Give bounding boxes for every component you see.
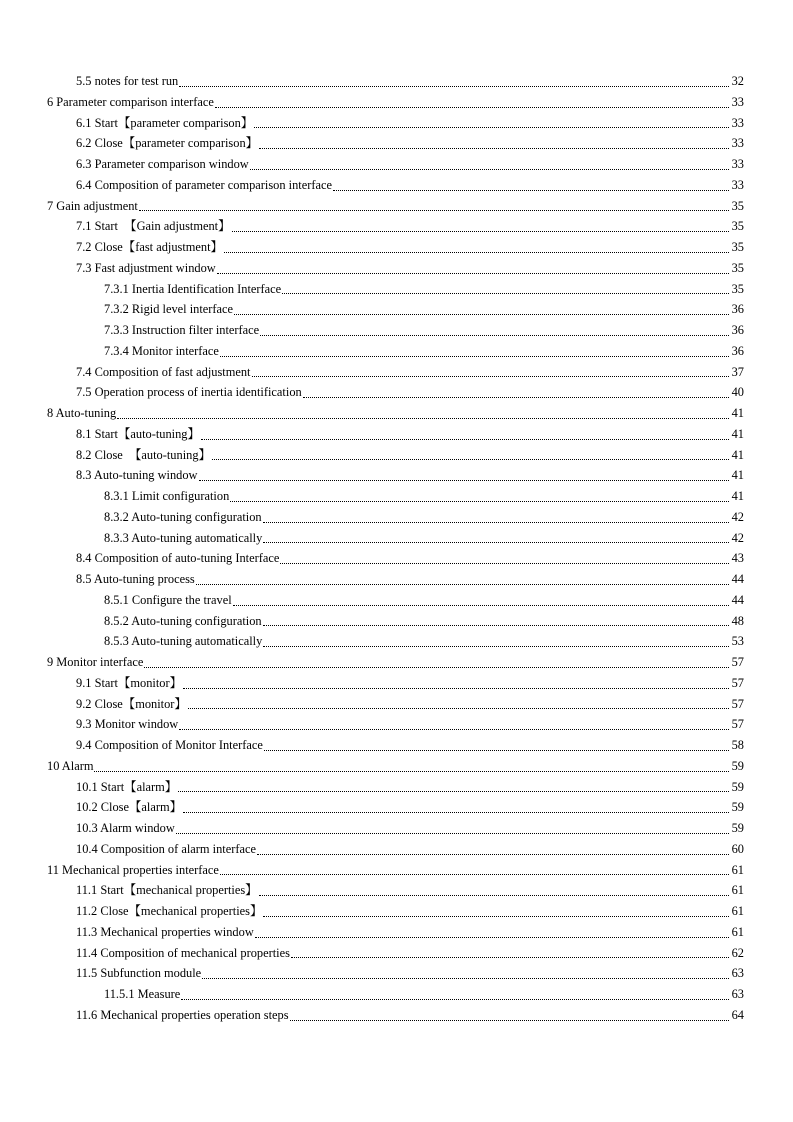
toc-entry[interactable]: [0, 901, 744, 922]
toc-entry-title: 8.5 Auto-tuning process: [76, 572, 195, 586]
toc-entry-page-number: 57: [731, 696, 744, 711]
toc-entry-page-number: 61: [731, 924, 744, 939]
toc-entry-page-number: 61: [731, 862, 744, 877]
toc-entry[interactable]: [0, 590, 744, 611]
toc-entry-page-number: 61: [731, 883, 744, 898]
dot-leader: [233, 605, 729, 606]
dot-leader: [201, 439, 729, 440]
toc-entry-page-number: 33: [731, 115, 744, 130]
toc-entry[interactable]: [0, 984, 744, 1005]
dot-leader: [94, 771, 729, 772]
toc-entry-title: 11 Mechanical properties interface: [47, 862, 219, 877]
toc-entry-page-number: 59: [731, 758, 744, 773]
dot-leader: [263, 625, 729, 626]
toc-entry-page-number: 33: [731, 94, 744, 109]
toc-entry-page-number: 63: [731, 966, 744, 981]
toc-entry-title: 9.1 Start【monitor】: [76, 675, 183, 690]
toc-entry[interactable]: [0, 943, 744, 964]
toc-entry[interactable]: [0, 673, 744, 694]
toc-entry-page-number: 57: [731, 675, 744, 690]
dot-leader: [202, 978, 729, 979]
dot-leader: [224, 252, 729, 253]
toc-entry[interactable]: [0, 860, 744, 881]
toc-entry[interactable]: [0, 465, 744, 486]
toc-entry-page-number: 53: [731, 634, 744, 649]
toc-entry-title: 10 Alarm: [47, 758, 94, 773]
toc-entry-title: 10.3 Alarm window: [76, 821, 175, 835]
toc-entry[interactable]: [0, 1005, 744, 1026]
dot-leader: [255, 937, 729, 938]
toc-entry[interactable]: [0, 320, 744, 341]
toc-entry[interactable]: [0, 569, 744, 590]
toc-entry-page-number: 44: [731, 592, 744, 607]
dot-leader: [264, 750, 729, 751]
toc-entry-title: 11.5 Subfunction module: [76, 966, 202, 981]
toc-entry[interactable]: [0, 611, 744, 632]
toc-entry-page-number: 59: [731, 779, 744, 794]
toc-entry[interactable]: [0, 424, 744, 445]
toc-entry[interactable]: [0, 258, 744, 279]
toc-entry-title: 8.3.1 Limit configuration: [104, 489, 230, 503]
toc-entry[interactable]: [0, 216, 744, 237]
toc-entry[interactable]: [0, 299, 744, 320]
toc-entry[interactable]: [0, 403, 744, 424]
toc-entry-page-number: 41: [731, 426, 744, 441]
toc-entry-title: 8.5.2 Auto-tuning configuration: [104, 613, 262, 628]
toc-entry[interactable]: [0, 797, 744, 818]
toc-entry[interactable]: [0, 445, 744, 466]
toc-entry[interactable]: [0, 237, 744, 258]
dot-leader: [217, 273, 729, 274]
dot-leader: [188, 708, 729, 709]
toc-entry-title: 9.4 Composition of Monitor Interface: [76, 738, 263, 752]
toc-entry-page-number: 63: [731, 987, 744, 1001]
dot-leader: [280, 563, 729, 564]
dot-leader: [259, 895, 729, 896]
toc-entry-title: 8.4 Composition of auto-tuning Interface: [76, 551, 280, 566]
toc-entry[interactable]: [0, 133, 744, 154]
dot-leader: [263, 522, 729, 523]
toc-entry-page-number: 62: [731, 945, 744, 960]
toc-entry-title: 7.4 Composition of fast adjustment: [76, 364, 251, 379]
toc-entry-page-number: 35: [731, 219, 744, 234]
dot-leader: [303, 397, 729, 398]
dot-leader: [144, 667, 729, 668]
toc-entry-title: 5.5 notes for test run: [76, 74, 179, 88]
dot-leader: [250, 169, 729, 170]
toc-entry[interactable]: [0, 631, 744, 652]
toc-entry-title: 10.4 Composition of alarm interface: [76, 841, 256, 856]
dot-leader: [257, 854, 729, 855]
toc-entry-title: 8.1 Start【auto-tuning】: [76, 426, 200, 441]
toc-entry-title: 7.3.1 Inertia Identification Interface: [104, 281, 282, 296]
dot-leader: [291, 957, 729, 958]
toc-entry-title: 8.5.1 Configure the travel: [104, 592, 232, 607]
toc-entry[interactable]: [0, 756, 744, 777]
toc-entry[interactable]: [0, 486, 744, 507]
toc-entry-page-number: 33: [731, 177, 744, 192]
dot-leader: [263, 646, 729, 647]
toc-entry-page-number: 36: [731, 323, 744, 337]
toc-entry[interactable]: [0, 922, 744, 943]
toc-entry-title: 9.3 Monitor window: [76, 717, 179, 732]
toc-entry-page-number: 61: [731, 904, 744, 918]
toc-entry[interactable]: [0, 777, 744, 798]
dot-leader: [263, 916, 729, 917]
dot-leader: [252, 376, 730, 377]
dot-leader: [179, 86, 729, 87]
dot-leader: [263, 542, 729, 543]
toc-entry-page-number: 36: [731, 343, 744, 358]
toc-entry-title: 8.3.3 Auto-tuning automatically: [104, 530, 263, 545]
dot-leader: [232, 231, 729, 232]
toc-entry-title: 11.2 Close【mechanical properties】: [76, 904, 263, 918]
dot-leader: [176, 833, 729, 834]
toc-entry-page-number: 35: [731, 260, 744, 275]
toc-entry-title: 7.3.2 Rigid level interface: [104, 302, 234, 317]
dot-leader: [183, 812, 729, 813]
toc-entry-page-number: 40: [731, 385, 744, 400]
toc-entry-page-number: 33: [731, 136, 744, 151]
toc-entry[interactable]: [0, 175, 744, 196]
dot-leader: [290, 1020, 729, 1021]
toc-entry-page-number: 32: [731, 74, 744, 88]
toc-entry-title: 7.2 Close【fast adjustment】: [76, 240, 223, 254]
toc-entry-page-number: 59: [731, 800, 744, 815]
toc-entry-title: 11.6 Mechanical properties operation steps: [76, 1007, 289, 1022]
toc-entry-title: 8.2 Close 【auto-tuning】: [76, 447, 211, 462]
toc-entry[interactable]: [0, 154, 744, 175]
toc-entry-page-number: 57: [731, 717, 744, 732]
toc-entry[interactable]: [0, 818, 744, 839]
dot-leader: [196, 584, 729, 585]
toc-entry[interactable]: [0, 735, 744, 756]
toc-entry-page-number: 44: [731, 572, 744, 586]
toc-entry-title: 7.5 Operation process of inertia identification: [76, 385, 302, 400]
toc-entry-title: 7.3.3 Instruction filter interface: [104, 323, 260, 337]
toc-entry[interactable]: [0, 963, 744, 984]
toc-entry[interactable]: [0, 714, 744, 735]
toc-entry-title: 7.3 Fast adjustment window: [76, 260, 216, 275]
dot-leader: [117, 418, 729, 419]
toc-entry-title: 8.5.3 Auto-tuning automatically: [104, 634, 263, 649]
toc-entry-page-number: 43: [731, 551, 744, 566]
dot-leader: [212, 459, 729, 460]
dot-leader: [220, 874, 729, 875]
toc-entry-title: 9.2 Close【monitor】: [76, 696, 187, 711]
toc-entry-title: 6.2 Close【parameter comparison】: [76, 136, 259, 151]
toc-entry[interactable]: [0, 652, 744, 673]
toc-entry-page-number: 35: [731, 240, 744, 254]
toc-entry[interactable]: [0, 92, 744, 113]
toc-entry-page-number: 42: [731, 509, 744, 524]
toc-entry-page-number: 64: [731, 1007, 744, 1022]
toc-entry-title: 8 Auto-tuning: [47, 406, 117, 420]
toc-entry[interactable]: [0, 279, 744, 300]
toc-entry[interactable]: [0, 113, 744, 134]
toc-entry[interactable]: [0, 507, 744, 528]
toc-entry-page-number: 36: [731, 302, 744, 317]
toc-entry-title: 8.3.2 Auto-tuning configuration: [104, 509, 262, 524]
toc-entry[interactable]: [0, 382, 744, 403]
dot-leader: [139, 210, 729, 211]
dot-leader: [220, 356, 729, 357]
dot-leader: [254, 127, 729, 128]
toc-entry-page-number: 41: [731, 406, 744, 420]
dot-leader: [215, 107, 729, 108]
toc-entry[interactable]: [0, 196, 744, 217]
toc-entry-title: 9 Monitor interface: [47, 655, 144, 669]
dot-leader: [333, 190, 729, 191]
toc-entry-title: 11.5.1 Measure: [104, 987, 181, 1001]
toc-entry-page-number: 60: [731, 841, 744, 856]
toc-entry-title: 6.1 Start【parameter comparison】: [76, 115, 254, 130]
toc-entry-page-number: 33: [731, 157, 744, 171]
toc-entry[interactable]: [0, 694, 744, 715]
toc-entry-page-number: 41: [731, 468, 744, 483]
toc-entry-title: 6 Parameter comparison interface: [47, 94, 214, 109]
toc-entry[interactable]: [0, 880, 744, 901]
toc-entry-title: 7.3.4 Monitor interface: [104, 343, 219, 358]
toc-entry-title: 8.3 Auto-tuning window: [76, 468, 198, 483]
toc-entry-title: 7.1 Start 【Gain adjustment】: [76, 219, 231, 234]
dot-leader: [183, 688, 729, 689]
toc-entry-page-number: 58: [731, 738, 744, 752]
toc-entry-page-number: 57: [731, 655, 744, 669]
toc-entry-page-number: 37: [731, 364, 744, 379]
dot-leader: [259, 148, 729, 149]
toc-entry[interactable]: [0, 362, 744, 383]
dot-leader: [181, 999, 729, 1000]
toc-entry-page-number: 41: [731, 489, 744, 503]
toc-entry-page-number: 48: [731, 613, 744, 628]
toc-entry-title: 11.4 Composition of mechanical properties: [76, 945, 290, 960]
toc-entry-title: 10.1 Start【alarm】: [76, 779, 178, 794]
toc-entry-page-number: 59: [731, 821, 744, 835]
toc-entry-title: 11.3 Mechanical properties window: [76, 924, 254, 939]
toc-entry[interactable]: [0, 71, 744, 92]
toc-entry-page-number: 35: [731, 281, 744, 296]
toc-entry[interactable]: [0, 839, 744, 860]
toc-entry-title: 6.4 Composition of parameter comparison interface: [76, 177, 332, 192]
toc-entry-title: 7 Gain adjustment: [47, 198, 138, 213]
dot-leader: [260, 335, 729, 336]
toc-entry-title: 10.2 Close【alarm】: [76, 800, 182, 815]
toc-entry[interactable]: [0, 341, 744, 362]
dot-leader: [282, 293, 729, 294]
toc-entry-page-number: 41: [731, 447, 744, 462]
table-of-contents: [0, 71, 793, 1026]
toc-entry-page-number: 42: [731, 530, 744, 545]
dot-leader: [230, 501, 729, 502]
toc-entry[interactable]: [0, 528, 744, 549]
toc-entry-title: 6.3 Parameter comparison window: [76, 157, 249, 171]
dot-leader: [179, 729, 729, 730]
toc-entry-title: 11.1 Start【mechanical properties】: [76, 883, 258, 898]
toc-entry-page-number: 35: [731, 198, 744, 213]
dot-leader: [234, 314, 729, 315]
dot-leader: [199, 480, 730, 481]
dot-leader: [178, 791, 729, 792]
toc-entry[interactable]: [0, 548, 744, 569]
